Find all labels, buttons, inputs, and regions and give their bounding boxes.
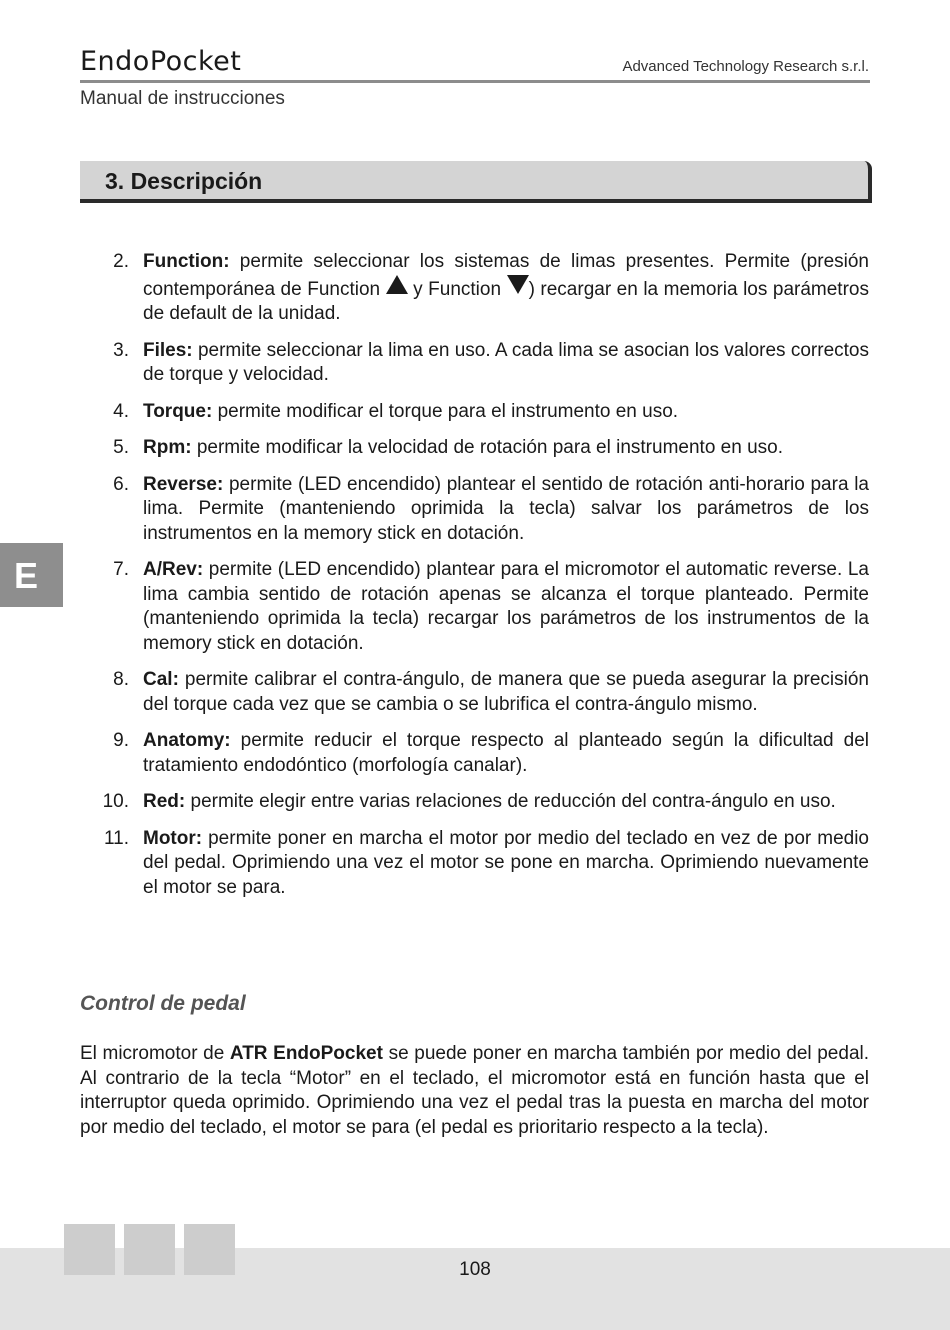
- list-item: [80, 827, 869, 901]
- list-number: 8.: [113, 669, 129, 690]
- list-text: permite (LED encendido) plantear el sentido de rotación anti-horario para la lima. Permite (manteniendo oprimida la tecla) salvar los parámetros de los instrumentos en la memory stick en dotación.: [143, 473, 869, 544]
- list-number: 5.: [113, 437, 129, 458]
- list-number: 10.: [102, 791, 129, 812]
- language-tab: [0, 543, 63, 607]
- list-item: [80, 790, 869, 815]
- pedal-text: se puede poner en marcha también por medio del pedal. Al contrario de la tecla “Motor” en el teclado, el micromotor está en función hasta que el interruptor queda oprimido. Oprimiendo una vez el pedal tras la puesta en marcha del motor por medio del teclado, el motor se para (el pedal es prioritario respecto a la tecla).: [80, 1043, 870, 1138]
- list-item: [80, 250, 869, 327]
- list-term: A/Rev:: [143, 559, 204, 580]
- list-text: permite (LED encendido) plantear para el micromotor el automatic reverse. La lima cambia sentido de rotación apenas se alcanza el torque planteado. Permite (manteniendo oprimida la tecla) recargar los parámetros de los instrumentos de la memory stick en dotación.: [143, 559, 869, 654]
- pedal-intro: El micromotor de: [80, 1043, 230, 1064]
- page-number: 108: [459, 1259, 491, 1280]
- list-number: 7.: [113, 559, 129, 580]
- list-term: Reverse:: [143, 473, 224, 495]
- language-tab-letter: E: [14, 555, 39, 596]
- list-text: permite seleccionar los sistemas de limas presentes. Permite (presión contemporánea de Function: [143, 251, 869, 300]
- list-term: Anatomy:: [143, 730, 231, 751]
- list-item: [80, 436, 869, 461]
- list-text: permite modificar la velocidad de rotación para el instrumento en uso.: [191, 437, 783, 458]
- list-text: y Function: [407, 278, 507, 300]
- brand-logo: EndoPocket: [80, 46, 242, 77]
- list-number: 6.: [113, 473, 129, 495]
- list-text: permite elegir entre varias relaciones de reducción del contra-ángulo en uso.: [185, 791, 836, 812]
- list-text: ) recargar en la memoria los parámetros de default de la unidad.: [143, 278, 869, 324]
- list-text: permite seleccionar la lima en uso. A cada lima se asocian los valores correctos de torque y velocidad.: [143, 339, 869, 385]
- list-text: permite calibrar el contra-ángulo, de manera que se pueda asegurar la precisión del torque cada vez que se cambia o se lubrifica el contra-ángulo mismo.: [143, 669, 869, 715]
- list-text: permite reducir el torque respecto al planteado según la dificultad del tratamiento endodóntico (morfología canalar).: [143, 730, 869, 776]
- list-item: [80, 668, 869, 717]
- header-divider: [80, 80, 870, 83]
- list-item: [80, 339, 869, 388]
- list-number: 3.: [113, 339, 129, 361]
- description-list: [80, 250, 869, 912]
- list-item: [80, 473, 869, 547]
- list-item: [80, 729, 869, 778]
- list-number: 9.: [113, 730, 129, 751]
- product-name: ATR EndoPocket: [229, 1043, 383, 1064]
- list-term: Torque:: [143, 400, 213, 422]
- list-term: Cal:: [143, 669, 179, 690]
- section-header-bar: [80, 161, 872, 203]
- pedal-heading: Control de pedal: [80, 992, 246, 1015]
- triangle-down-icon: [507, 275, 529, 294]
- document-subtitle: Manual de instrucciones: [80, 88, 285, 109]
- list-term: Red:: [143, 791, 186, 812]
- list-text: permite poner en marcha el motor por medio del teclado en vez de por medio del pedal. Oprimiendo una vez el motor se pone en marcha. Oprimiendo nuevamente el motor se para.: [143, 827, 869, 898]
- list-number: 2.: [113, 251, 129, 272]
- section-title: 3. Descripción: [105, 168, 263, 194]
- pedal-paragraph: [80, 1042, 869, 1140]
- list-item: [80, 400, 869, 425]
- list-text: permite modificar el torque para el instrumento en uso.: [212, 400, 679, 422]
- list-number: 11.: [103, 827, 129, 849]
- triangle-up-icon: [386, 275, 408, 294]
- list-term: Function:: [143, 251, 230, 272]
- list-term: Files:: [143, 339, 193, 361]
- list-number: 4.: [113, 400, 129, 422]
- list-term: Motor:: [143, 827, 203, 849]
- list-item: [80, 558, 869, 656]
- company-name: Advanced Technology Research s.r.l.: [622, 58, 869, 75]
- list-term: Rpm:: [143, 437, 192, 458]
